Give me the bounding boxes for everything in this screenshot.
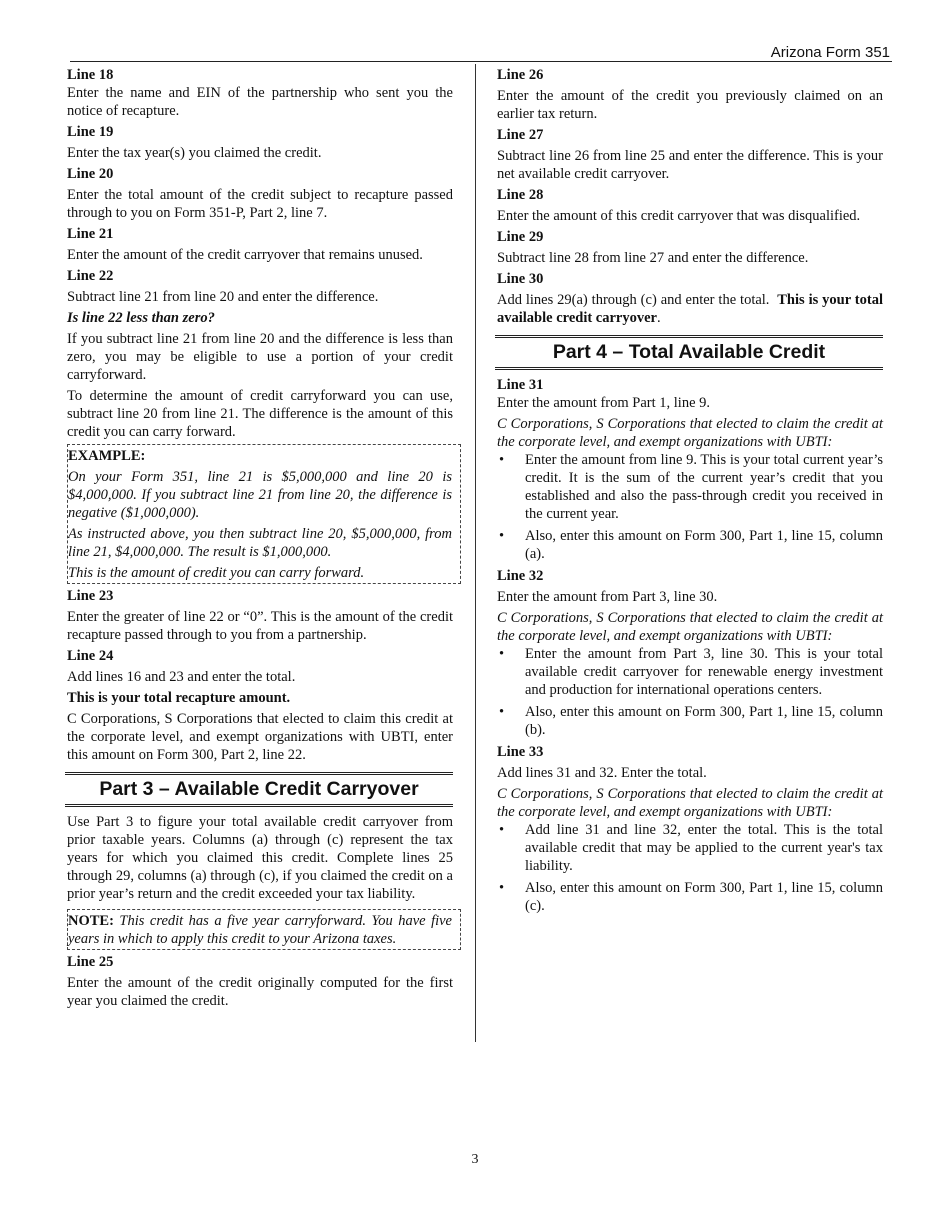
list-item: • Also, enter this amount on Form 300, Part 1, line 15, column (a).	[497, 527, 883, 563]
part-4-heading: Part 4 – Total Available Credit	[495, 335, 883, 370]
line-19-text: Enter the tax year(s) you claimed the credit.	[67, 145, 322, 161]
line-22-question-text-1: If you subtract line 21 from line 20 and the difference is less than zero, you may be eligible to use a portion of your credit carryforward.	[67, 331, 453, 383]
line-28-text: Enter the amount of this credit carryover that was disqualified.	[497, 208, 861, 224]
line-32-text: Enter the amount from Part 3, line 30.	[497, 589, 718, 605]
line-24-text: Add lines 16 and 23 and enter the total.	[67, 669, 296, 685]
line-24-heading: Line 24	[67, 648, 114, 664]
part-3-heading: Part 3 – Available Credit Carryover	[65, 772, 453, 807]
example-text-3: This is the amount of credit you can carry forward.	[68, 565, 365, 581]
line-26-text: Enter the amount of the credit you previously claimed on an earlier tax return.	[497, 88, 883, 122]
line-31-italic: C Corporations, S Corporations that elected to claim the credit at the corporate level, and exempt organizations with UBTI:	[497, 416, 883, 450]
line-20-heading: Line 20	[67, 166, 114, 182]
line-23-heading: Line 23	[67, 588, 114, 604]
line-30-heading: Line 30	[497, 271, 544, 287]
line-30-bold-text: This is your total available credit carryover	[497, 292, 883, 326]
line-24-bold-text: This is your total recapture amount.	[67, 690, 291, 706]
line-30-text-block	[497, 291, 883, 327]
line-29-heading: Line 29	[497, 229, 544, 245]
line-33-text: Add lines 31 and 32. Enter the total.	[497, 765, 707, 781]
line-19-heading: Line 19	[67, 124, 114, 140]
line-32-bullets	[497, 645, 883, 739]
line-27-heading: Line 27	[497, 127, 544, 143]
form-title: Arizona Form 351	[770, 44, 890, 61]
line-22-question-heading: Is line 22 less than zero?	[67, 310, 215, 326]
line-29-text: Subtract line 28 from line 27 and enter the difference.	[497, 250, 809, 266]
line-33-bullets	[497, 821, 883, 915]
list-item: • Also, enter this amount on Form 300, Part 1, line 15, column (c).	[497, 879, 883, 915]
example-title: EXAMPLE:	[68, 448, 146, 464]
page-number: 3	[471, 1152, 479, 1167]
note-label: NOTE:	[68, 913, 114, 929]
line-18-heading: Line 18	[67, 67, 114, 83]
line-22-text: Subtract line 21 from line 20 and enter the difference.	[67, 289, 379, 305]
list-item: • Enter the amount from Part 3, line 30. This is your total available credit carryover for renewable energy investment and production for international operations centers.	[497, 645, 883, 699]
line-25-text: Enter the amount of the credit originally computed for the first year you claimed the credit.	[67, 975, 453, 1009]
line-30-text: Add lines 29(a) through (c) and enter the total.	[497, 292, 770, 308]
line-20-text: Enter the total amount of the credit subject to recapture passed through to you on Form 351-P, Part 2, line 7.	[67, 187, 453, 221]
list-item: • Add line 31 and line 32, enter the total. This is the total available credit that may be applied to the current year's tax liability.	[497, 821, 883, 875]
line-26-heading: Line 26	[497, 67, 544, 83]
page-header	[70, 44, 892, 62]
line-24-text-2: C Corporations, S Corporations that elected to claim this credit at the corporate level, and exempt organizations with UBTI, enter this amount on Form 300, Part 2, line 22.	[67, 711, 453, 763]
line-31-text: Enter the amount from Part 1, line 9.	[497, 395, 711, 411]
right-column	[497, 66, 883, 919]
part-3-intro: Use Part 3 to figure your total available credit carryover from prior taxable years. Columns (a) through (c) represent the tax years for which you claimed this credit. Complete lines 25 through 29, columns (a) through (c), if you claimed the credit on a prior year’s return and the credit exceeded your tax liability.	[67, 814, 453, 902]
line-30-period: .	[656, 310, 661, 326]
line-32-italic: C Corporations, S Corporations that elected to claim the credit at the corporate level, and exempt organizations with UBTI:	[497, 610, 883, 644]
line-22-question-text-2: To determine the amount of credit carryforward you can use, subtract line 20 from line 21. The difference is the amount of this credit you can carry forward.	[67, 388, 453, 440]
line-21-text: Enter the amount of the credit carryover that remains unused.	[67, 247, 423, 263]
list-item: • Enter the amount from line 9. This is your total current year’s credit. It is the sum of the current year’s credit that you established and also the pass-through credit you received in the current year.	[497, 451, 883, 523]
line-33-heading: Line 33	[497, 744, 544, 760]
example-text-2: As instructed above, you then subtract line 20, $5,000,000, from line 21, $4,000,000. The result is $1,000,000.	[68, 526, 452, 560]
line-31-heading: Line 31	[497, 377, 544, 393]
note-text: This credit has a five year carryforward. You have five years in which to apply this credit to your Arizona taxes.	[68, 913, 452, 947]
line-31-bullets	[497, 451, 883, 563]
line-25-heading: Line 25	[67, 954, 114, 970]
line-18-text: Enter the name and EIN of the partnership who sent you the notice of recapture.	[67, 85, 453, 119]
note-box	[67, 909, 461, 950]
line-28-heading: Line 28	[497, 187, 544, 203]
example-text-1: On your Form 351, line 21 is $5,000,000 and line 20 is $4,000,000. If you subtract line 21 from line 20, the difference is negative ($1,000,000).	[68, 469, 452, 521]
line-22-heading: Line 22	[67, 268, 114, 284]
left-column	[67, 66, 453, 1010]
example-box	[67, 444, 461, 584]
list-item: • Also, enter this amount on Form 300, Part 1, line 15, column (b).	[497, 703, 883, 739]
line-33-italic: C Corporations, S Corporations that elected to claim the credit at the corporate level, and exempt organizations with UBTI:	[497, 786, 883, 820]
line-32-heading: Line 32	[497, 568, 544, 584]
column-divider	[475, 64, 476, 1042]
line-21-heading: Line 21	[67, 226, 114, 242]
line-27-text: Subtract line 26 from line 25 and enter the difference. This is your net available credit carryover.	[497, 148, 883, 182]
line-23-text: Enter the greater of line 22 or “0”. This is the amount of the credit recapture passed through to you from a partnership.	[67, 609, 453, 643]
